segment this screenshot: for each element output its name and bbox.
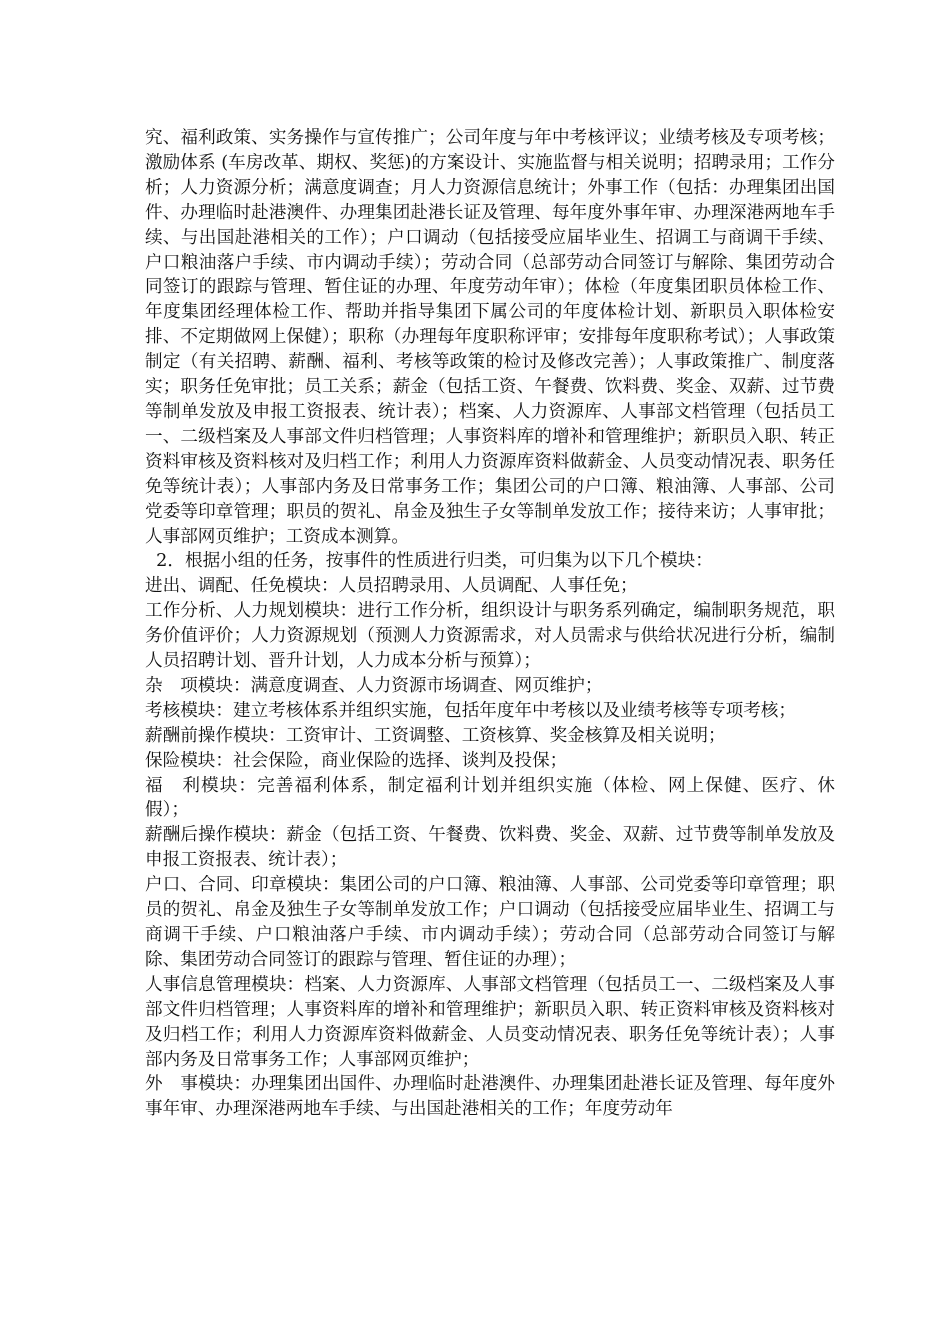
document-body: [145, 126, 835, 1122]
paragraph-module-misc: 杂 项模块：满意度调查、人力资源市场调查、网页维护；: [145, 675, 603, 696]
paragraph-module-pre-payroll: 薪酬前操作模块：工资审计、工资调整、工资核算、奖金核算及相关说明；: [145, 725, 726, 746]
paragraph-module-insurance: 保险模块：社会保险，商业保险的选择、谈判及投保；: [145, 750, 568, 771]
paragraph-duties-list: 究、福利政策、实务操作与宣传推广；公司年度与年中考核评议；业绩考核及专项考核；激励体系 (车房改革、期权、奖惩)的方案设计、实施监督与相关说明；招聘录用；工作分析；人力资源分析；满意度调查；月人力资源信息统计；外事工作（包括：办理集团出国件、办理临时赴港澳件、办理集团赴港长证及管理、每年度外事年审、办理深港两地车手续、与出国赴港相关的工作）；户口调动（包括接受应届毕业生、招调工与商调干手续、户口粮油落户手续、市内调动手续）；劳动合同（总部劳动合同签订与解除、集团劳动合同签订的跟踪与管理、暂住证的办理、年度劳动年审）；体检（年度集团职员体检工作、年度集团经理体检工作、帮助并指导集团下属公司的年度体检计划、新职员入职体检安排、不定期做网上保健）；职称（办理每年度职称评审；安排每年度职称考试）；人事政策制定（有关招聘、薪酬、福利、考核等政策的检讨及修改完善）；人事政策推广、制度落实；职务任免审批；员工关系；薪金（包括工资、午餐费、饮料费、奖金、双薪、过节费等制单发放及申报工资报表、统计表）；档案、人力资源库、人事部文档管理（包括员工一、二级档案及人事部文件归档管理；人事资料库的增补和管理维护；新职员入职、转正资料审核及资料核对及归档工作；利用人力资源库资料做薪金、人员变动情况表、职务任免等统计表）；人事部内务及日常事务工作；集团公司的户口簿、粮油簿、人事部、公司党委等印章管理；职员的贺礼、帛金及独生子女等制单发放工作；接待来访；人事审批；人事部网页维护；工资成本测算。: [145, 128, 835, 547]
paragraph-module-post-payroll: 薪酬后操作模块：薪金（包括工资、午餐费、饮料费、奖金、双薪、过节费等制单发放及申报工资报表、统计表）；: [145, 825, 835, 871]
paragraph-module-hr-information: 人事信息管理模块：档案、人力资源库、人事部文档管理（包括员工一、二级档案及人事部文件归档管理；人事资料库的增补和管理维护；新职员入职、转正资料审核及资料核对及归档工作；利用人力资源库资料做薪金、人员变动情况表、职务任免等统计表）；人事部内务及日常事务工作；人事部网页维护；: [145, 974, 835, 1070]
paragraph-module-staffing: 进出、调配、任免模块：人员招聘录用、人员调配、人事任免；: [145, 576, 638, 597]
paragraph-module-job-analysis: 工作分析、人力规划模块：进行工作分析，组织设计与职务系列确定，编制职务规范，职务价值评价；人力资源规划（预测人力资源需求，对人员需求与供给状况进行分析，编制人员招聘计划、晋升计划，人力成本分析与预算）；: [145, 601, 835, 672]
paragraph-module-foreign-affairs: 外 事模块：办理集团出国件、办理临时赴港澳件、办理集团赴港长证及管理、每年度外事年审、办理深港两地车手续、与出国赴港相关的工作；年度劳动年: [145, 1074, 835, 1120]
paragraph-section-2-intro: 2．根据小组的任务，按事件的性质进行归类，可归集为以下几个模块：: [145, 551, 713, 572]
paragraph-module-residency-contracts-seals: 户口、合同、印章模块：集团公司的户口簿、粮油簿、人事部、公司党委等印章管理；职员的贺礼、帛金及独生子女等制单发放工作；户口调动（包括接受应届毕业生、招调工与商调干手续、户口粮油落户手续、市内调动手续）；劳动合同（总部劳动合同签订与解除、集团劳动合同签订的跟踪与管理、暂住证的办理）；: [145, 875, 835, 970]
paragraph-module-welfare: 福 利模块：完善福利体系，制定福利计划并组织实施（体检、网上保健、医疗、休假）；: [145, 775, 835, 821]
paragraph-module-assessment: 考核模块：建立考核体系并组织实施，包括年度年中考核以及业绩考核等专项考核；: [145, 700, 796, 721]
